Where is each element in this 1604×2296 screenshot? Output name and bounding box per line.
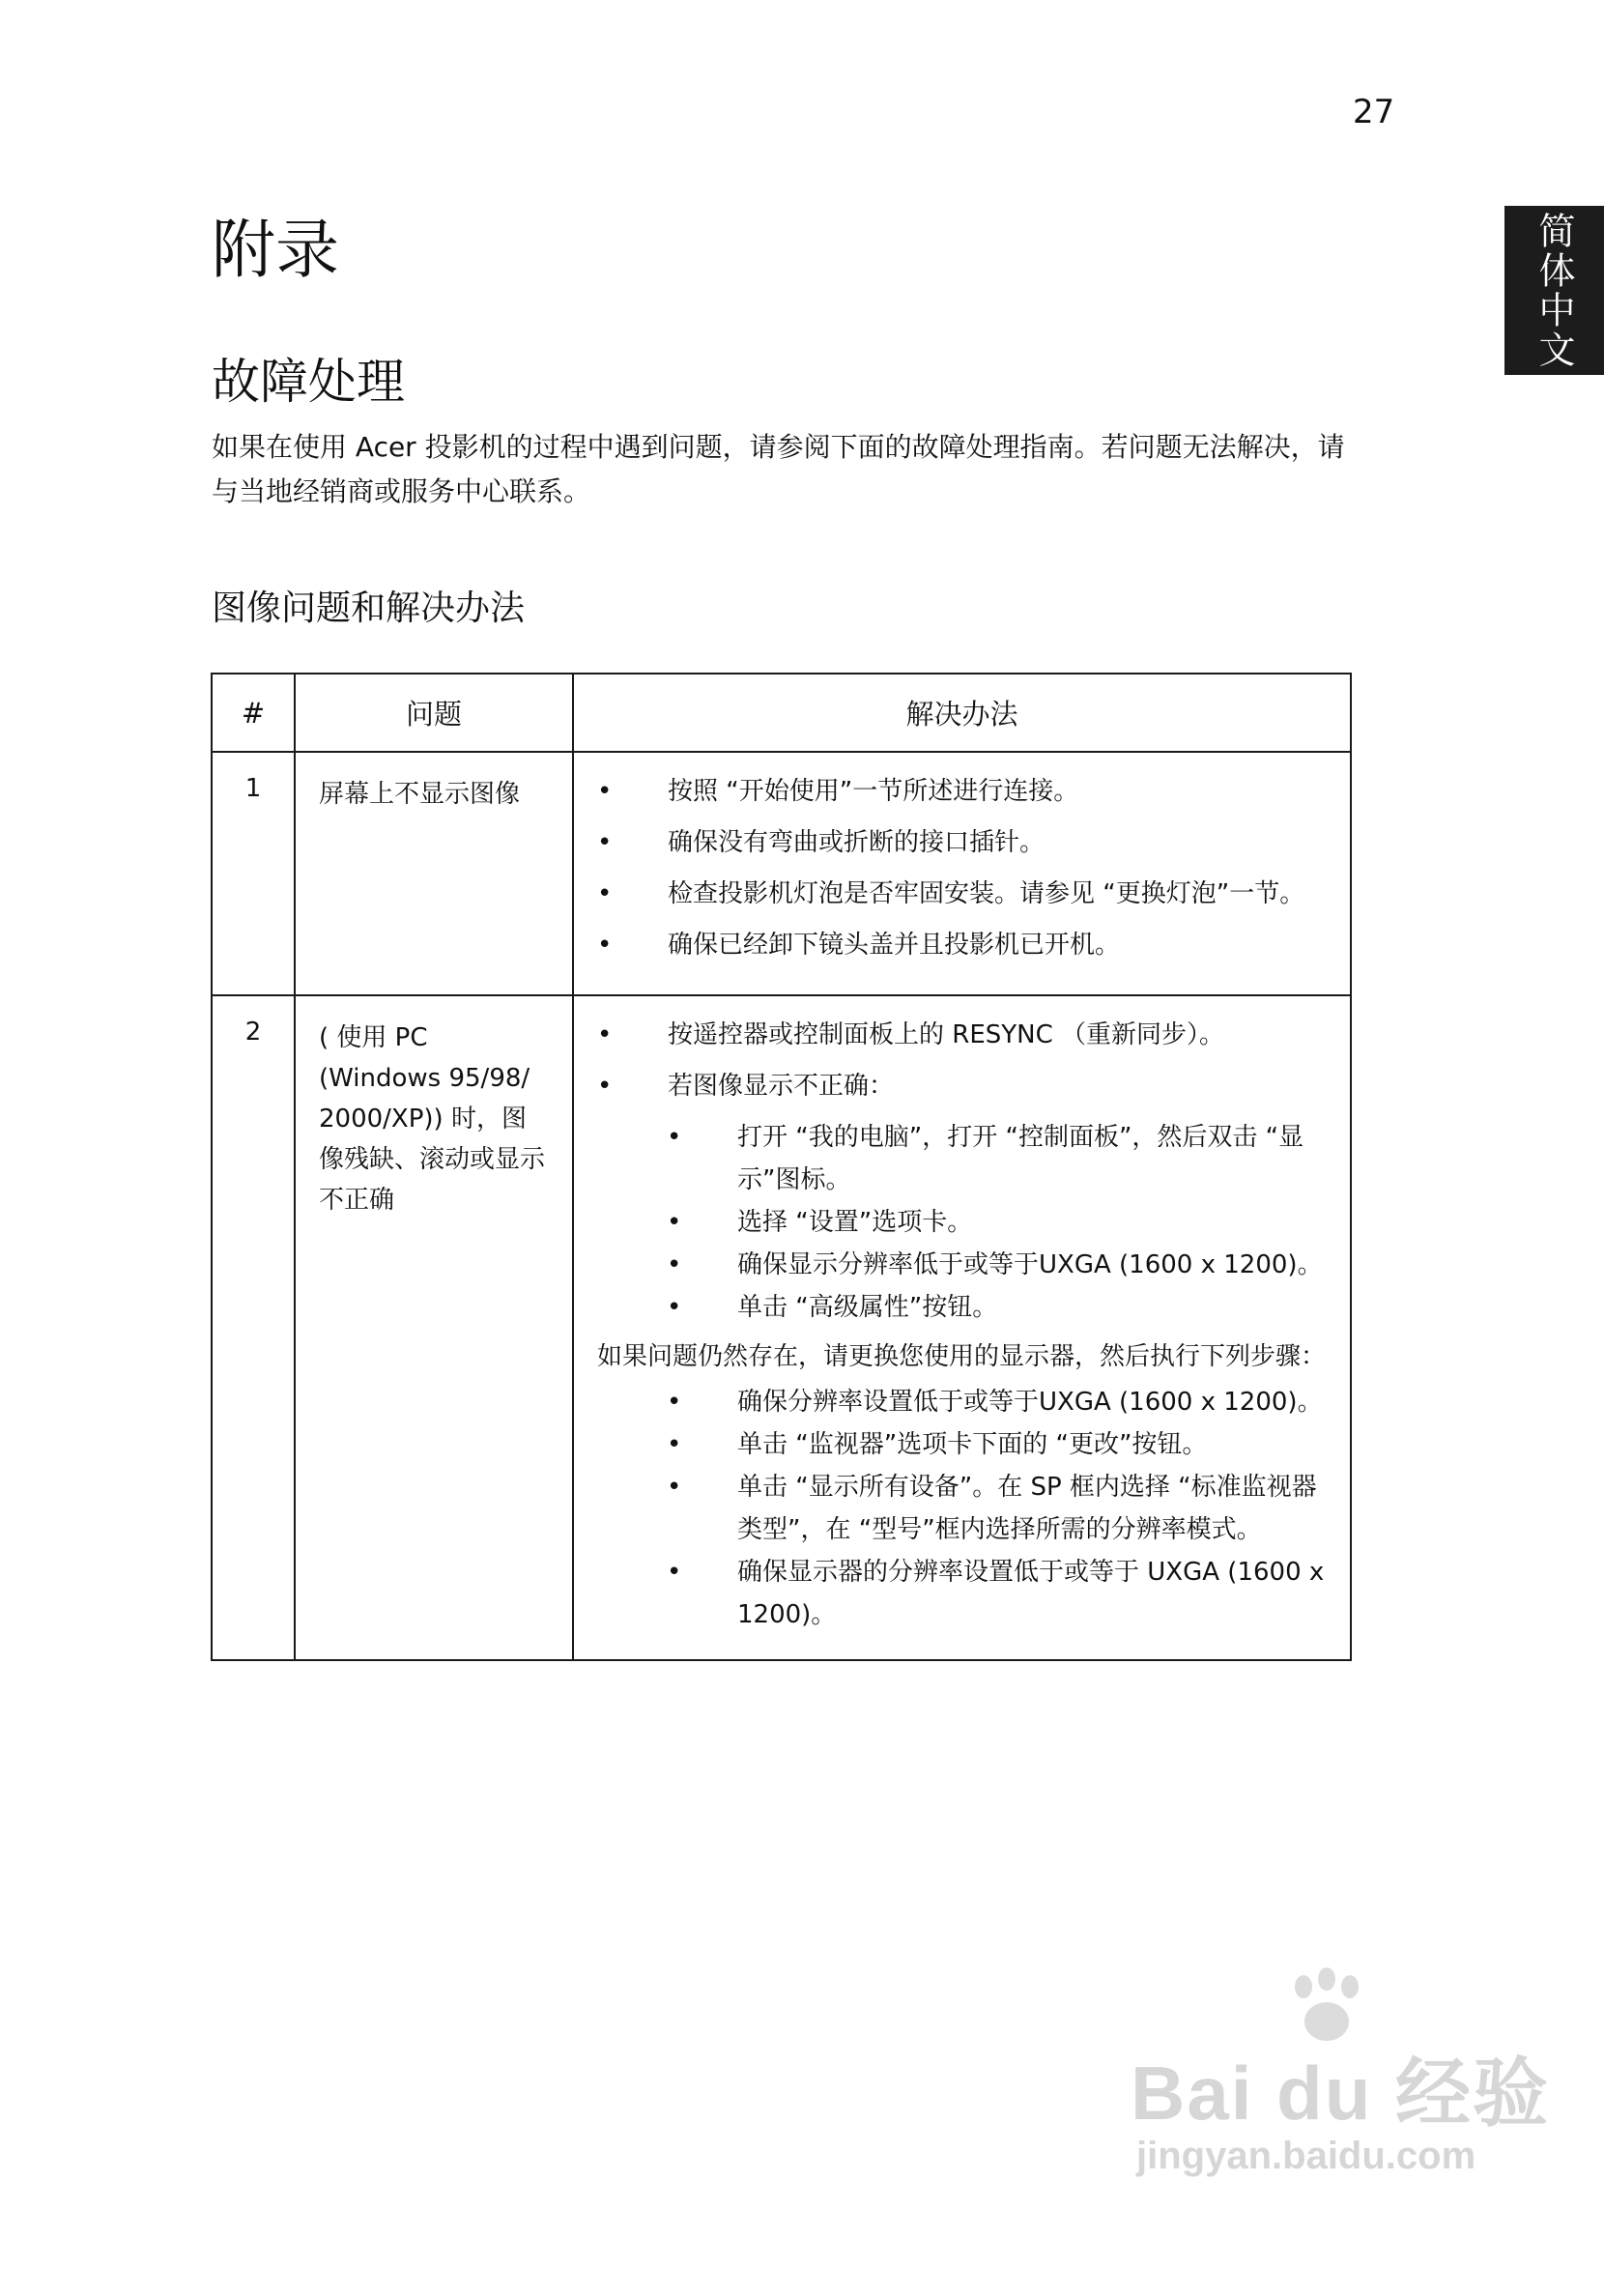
appendix-title: 附录 [212, 213, 339, 287]
list-item: • 单击 “高级属性”按钮。 [597, 1286, 1329, 1329]
table-row [212, 995, 1351, 1660]
followup-text: 如果问题仍然存在，请更换您使用的显示器，然后执行下列步骤： [597, 1342, 1327, 1371]
subsection-title: 图像问题和解决办法 [212, 588, 526, 628]
watermark-brand: Bai du 经验 [1131, 2051, 1551, 2136]
list-item: • 确保显示器的分辨率设置低于或等于 UXGA (1600 x 1200)。 [597, 1551, 1329, 1636]
list-item: • 打开 “我的电脑”，打开 “控制面板”，然后双击 “显示”图标。 [597, 1116, 1329, 1201]
header-number: # [212, 674, 295, 752]
solution-list [597, 770, 1329, 967]
intro-paragraph: 如果在使用 Acer 投影机的过程中遇到问题，请参阅下面的故障处理指南。若问题无法解决，请与当地经销商或服务中心联系。 [212, 431, 1345, 507]
sub-step-list [597, 1116, 1329, 1329]
list-item: • 选择 “设置”选项卡。 [597, 1201, 1329, 1244]
list-item: • 按照 “开始使用”一节所述进行连接。 [597, 770, 1329, 814]
troubleshooting-table [211, 673, 1352, 1661]
list-item: • 确保没有弯曲或折断的接口插针。 [597, 821, 1329, 865]
solution-cell [573, 752, 1351, 995]
table-header-row [212, 674, 1351, 752]
paw-icon [1275, 1967, 1372, 2054]
watermark [1131, 2051, 1551, 2180]
list-item: • 单击 “监视器”选项卡下面的 “更改”按钮。 [597, 1423, 1329, 1466]
list-item: • 若图像显示不正确： [597, 1065, 1329, 1108]
header-solution: 解决办法 [573, 674, 1351, 752]
list-item: • 确保显示分辨率低于或等于UXGA (1600 x 1200)。 [597, 1244, 1329, 1286]
followup-step-list [597, 1381, 1329, 1636]
page-number: 27 [1353, 93, 1395, 131]
table-row [212, 752, 1351, 995]
list-item: • 确保分辨率设置低于或等于UXGA (1600 x 1200)。 [597, 1381, 1329, 1423]
problem-cell: ( 使用 PC (Windows 95/98/ 2000/XP)) 时，图像残缺、滚动或显示不正确 [295, 995, 573, 1660]
list-item: • 检查投影机灯泡是否牢固安装。请参见 “更换灯泡”一节。 [597, 873, 1329, 916]
row-number: 1 [212, 752, 295, 995]
problem-cell: 屏幕上不显示图像 [295, 752, 573, 995]
row-number: 2 [212, 995, 295, 1660]
watermark-url: jingyan.baidu.com [1136, 2135, 1476, 2177]
section-title: 故障处理 [212, 354, 405, 410]
solution-cell [573, 995, 1351, 1660]
list-item: • 确保已经卸下镜头盖并且投影机已开机。 [597, 924, 1329, 967]
header-problem: 问题 [295, 674, 573, 752]
language-tab: 简体中文 [1504, 206, 1604, 375]
list-item: • 单击 “显示所有设备”。在 SP 框内选择 “标准监视器类型”，在 “型号”框内选择所需的分辨率模式。 [597, 1466, 1329, 1551]
solution-list [597, 1014, 1329, 1108]
list-item: • 按遥控器或控制面板上的 RESYNC （重新同步）。 [597, 1014, 1329, 1057]
